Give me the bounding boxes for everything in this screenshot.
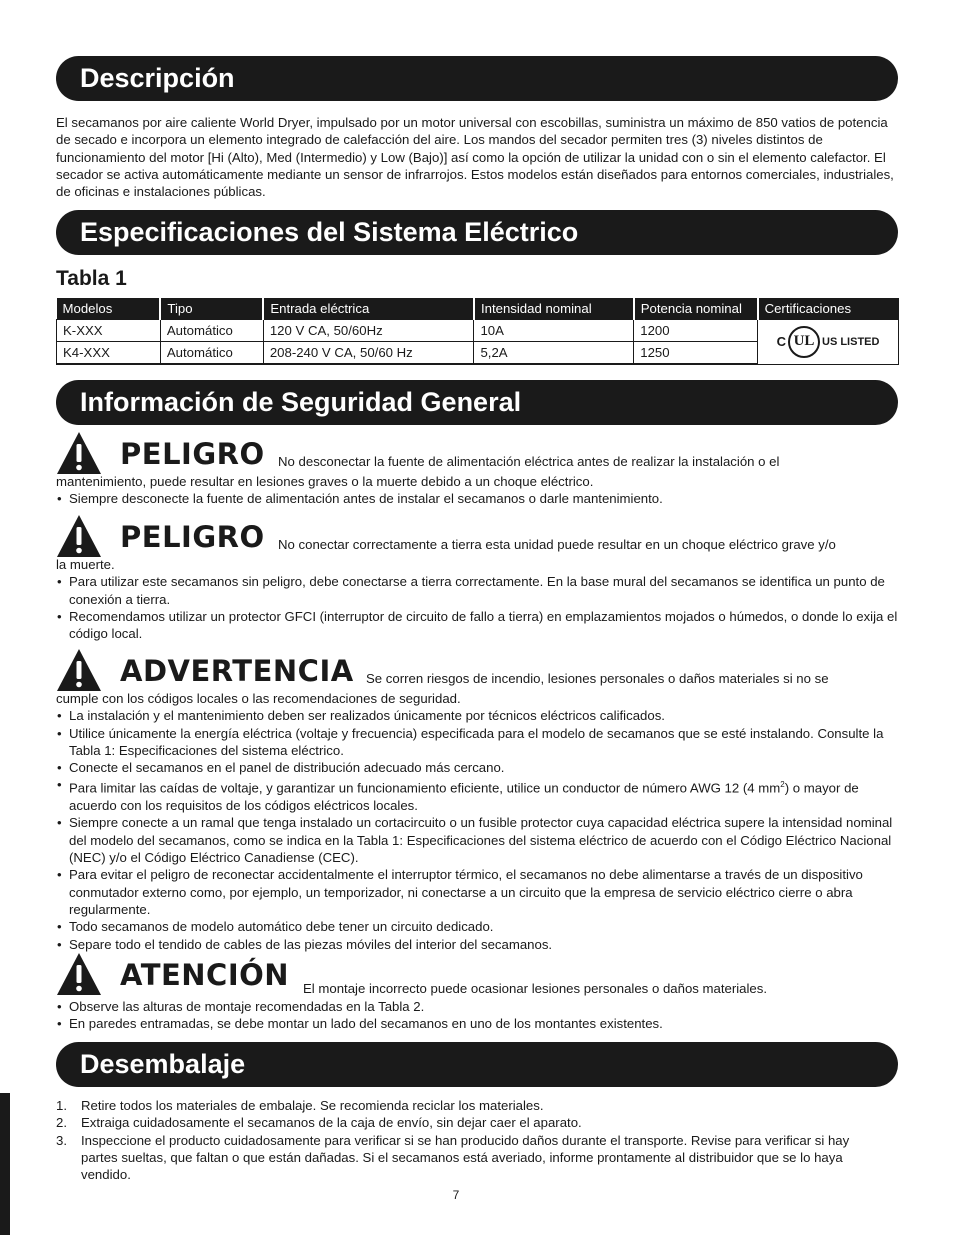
table-title: Tabla 1 bbox=[56, 267, 127, 290]
table-row bbox=[57, 320, 899, 342]
list-item bbox=[56, 1132, 871, 1184]
atencion-lead: El montaje incorrecto puede ocasionar lesiones personales o daños materiales. bbox=[303, 981, 768, 996]
peligro-block-1 bbox=[56, 431, 898, 508]
peligro-lead: No conectar correctamente a tierra esta unidad puede resultar en un choque eléctrico grave y/o bbox=[278, 537, 836, 552]
list-item: • Para utilizar este secamanos sin peligro, debe conectarse a tierra correctamente. En la base mural del secamanos se identifica un punto de conexión a tierra. bbox=[56, 573, 898, 608]
table-cell: 10A bbox=[474, 320, 634, 342]
table-header-row bbox=[57, 298, 899, 320]
advertencia-lead-continuation: cumple con los códigos locales o las recomendaciones de seguridad. bbox=[56, 691, 461, 706]
ul-listed-text: US LISTED bbox=[822, 335, 880, 348]
list-item: • Siempre desconecte la fuente de alimentación antes de instalar el secamanos o darle mantenimiento. bbox=[56, 490, 898, 507]
desembalaje-steps bbox=[56, 1097, 871, 1183]
ul-mark-icon: UL bbox=[788, 326, 820, 358]
list-item: • Siempre conecte a un ramal que tenga instalado un cortacircuito o un fusible protector cuya capacidad eléctrica supere la intensidad nominal del modelo del secamanos, como se indica en la Tabla 1: Especificaciones del sistema eléctrico de acuerdo con el Código Eléctrico Nacional (NEC) y/o el Código Eléctrico Canadiense (CEC). bbox=[56, 814, 898, 866]
advertencia-lead: Se corren riesgos de incendio, lesiones personales o daños materiales si no se bbox=[366, 671, 829, 686]
list-item: • Recomendamos utilizar un protector GFCI (interruptor de circuito de fallo a tierra) en emplazamientos mojados o húmedos, o donde lo exija el código local. bbox=[56, 608, 898, 643]
atencion-block bbox=[56, 952, 898, 1033]
list-item bbox=[56, 776, 898, 814]
table-cell: 208-240 V CA, 50/60 Hz bbox=[263, 342, 474, 365]
peligro-lead: No desconectar la fuente de alimentación eléctrica antes de realizar la instalación o el bbox=[278, 454, 780, 469]
advertencia-heading: ADVERTENCIA bbox=[120, 654, 354, 688]
table-cell: Automático bbox=[160, 342, 263, 365]
step-number: 2. bbox=[56, 1115, 67, 1131]
atencion-heading: ATENCIÓN bbox=[120, 958, 290, 992]
descripcion-paragraph: El secamanos por aire caliente World Dryer, impulsado por un motor universal con escobillas, suministra un máximo de 850 vatios de potencia de secado e incorpora un elemento integrado de calefacción del aire. Los mandos del secador permiten tres (3) niveles distintos de funcionamiento del motor [Hi (Alto), Med (Intermedio) y Low (Bajo)] así como la opción de utilizar la unidad con o sin el elemento calefactor. El secador se activa automáticamente mediante un sensor de infrarrojos. Estos modelos están diseñados para entornos comerciales, industriales, de oficinas e instalaciones públicas. bbox=[56, 115, 894, 200]
warning-triangle-icon bbox=[56, 514, 102, 558]
warning-triangle-icon bbox=[56, 952, 102, 996]
peligro-lead-continuation: la muerte. bbox=[56, 557, 115, 572]
ul-listed-logo bbox=[777, 326, 880, 358]
table-header: Entrada eléctrica bbox=[263, 298, 474, 320]
list-item bbox=[56, 1114, 871, 1131]
table-cell: K4-XXX bbox=[57, 342, 161, 365]
warning-triangle-icon bbox=[56, 431, 102, 475]
list-item: • En paredes entramadas, se debe montar un lado del secamanos en uno de los montantes existentes. bbox=[56, 1015, 898, 1032]
list-item: • Separe todo el tendido de cables de las piezas móviles del interior del secamanos. bbox=[56, 936, 898, 953]
table-header: Tipo bbox=[160, 298, 263, 320]
ul-c-mark: C bbox=[776, 334, 786, 350]
peligro-heading: PELIGRO bbox=[120, 520, 265, 554]
section-header-descripcion: Descripción bbox=[56, 56, 898, 101]
list-item: • Conecte el secamanos en el panel de distribución adecuado más cercano. bbox=[56, 759, 898, 776]
certification-cell bbox=[758, 320, 899, 365]
list-item: • La instalación y el mantenimiento deben ser realizados únicamente por técnicos eléctricos calificados. bbox=[56, 707, 898, 724]
section-header-desembalaje: Desembalaje bbox=[56, 1042, 898, 1087]
awg-text-tail: ) o mayor de acuerdo con los requisitos de los códigos eléctricos locales. bbox=[69, 780, 859, 814]
table-cell: 1250 bbox=[634, 342, 758, 365]
peligro-lead-continuation: mantenimiento, puede resultar en lesiones graves o la muerte debido a un choque eléctrico. bbox=[56, 474, 594, 489]
peligro-block-2 bbox=[56, 514, 898, 642]
table-cell: 5,2A bbox=[474, 342, 634, 365]
list-item: • Para evitar el peligro de reconectar accidentalmente el interruptor térmico, el secamanos no debe alimentarse a través de un dispositivo conmutador externo como, por ejemplo, un temporizador, ni conectarse a un circuito que la empresa de servicio eléctrico cierre o abra regularmente. bbox=[56, 866, 898, 918]
section-header-especificaciones: Especificaciones del Sistema Eléctrico bbox=[56, 210, 898, 255]
table-header: Modelos bbox=[57, 298, 161, 320]
table-cell: Automático bbox=[160, 320, 263, 342]
awg-superscript: 2 bbox=[780, 780, 785, 790]
table-header: Potencia nominal bbox=[634, 298, 758, 320]
step-number: 3. bbox=[56, 1132, 67, 1148]
step-text: Extraiga cuidadosamente el secamanos de la caja de envío, sin dejar caer el aparato. bbox=[81, 1115, 582, 1131]
warning-triangle-icon bbox=[56, 648, 102, 692]
step-text: Retire todos los materiales de embalaje. Se recomienda reciclar los materiales. bbox=[81, 1098, 544, 1113]
page-edge-tab bbox=[0, 1093, 10, 1235]
awg-text: Para limitar las caídas de voltaje, y garantizar un funcionamiento eficiente, utilice un conductor de número AWG 12 (4 mm bbox=[69, 780, 781, 796]
step-number: 1. bbox=[56, 1098, 67, 1113]
peligro-heading: PELIGRO bbox=[120, 437, 265, 471]
list-item: • Utilice únicamente la energía eléctrica (voltaje y frecuencia) especificada para el modelo de secamanos que se esté instalando. Consulte la Tabla 1: Especificaciones del sistema eléctrico. bbox=[56, 725, 898, 760]
list-item: • Observe las alturas de montaje recomendadas en la Tabla 2. bbox=[56, 998, 898, 1015]
table-cell: 1200 bbox=[634, 320, 758, 342]
list-item bbox=[56, 1097, 871, 1114]
table-cell: 120 V CA, 50/60Hz bbox=[263, 320, 474, 342]
step-text: Inspeccione el producto cuidadosamente para verificar si se han producido daños durante el transporte. Revise para verificar si hay partes sueltas, que faltan o que están dañadas. Si el secamanos está averiado, informe prontamente al distribuidor que se lo haya vendido. bbox=[81, 1132, 850, 1183]
table-header: Certificaciones bbox=[758, 298, 899, 320]
table-header: Intensidad nominal bbox=[474, 298, 634, 320]
advertencia-block bbox=[56, 648, 898, 953]
section-header-seguridad: Información de Seguridad General bbox=[56, 380, 898, 425]
spec-table bbox=[56, 298, 899, 365]
page-number: 7 bbox=[452, 1188, 460, 1202]
list-item: • Todo secamanos de modelo automático debe tener un circuito dedicado. bbox=[56, 918, 898, 935]
table-cell: K-XXX bbox=[57, 320, 161, 342]
